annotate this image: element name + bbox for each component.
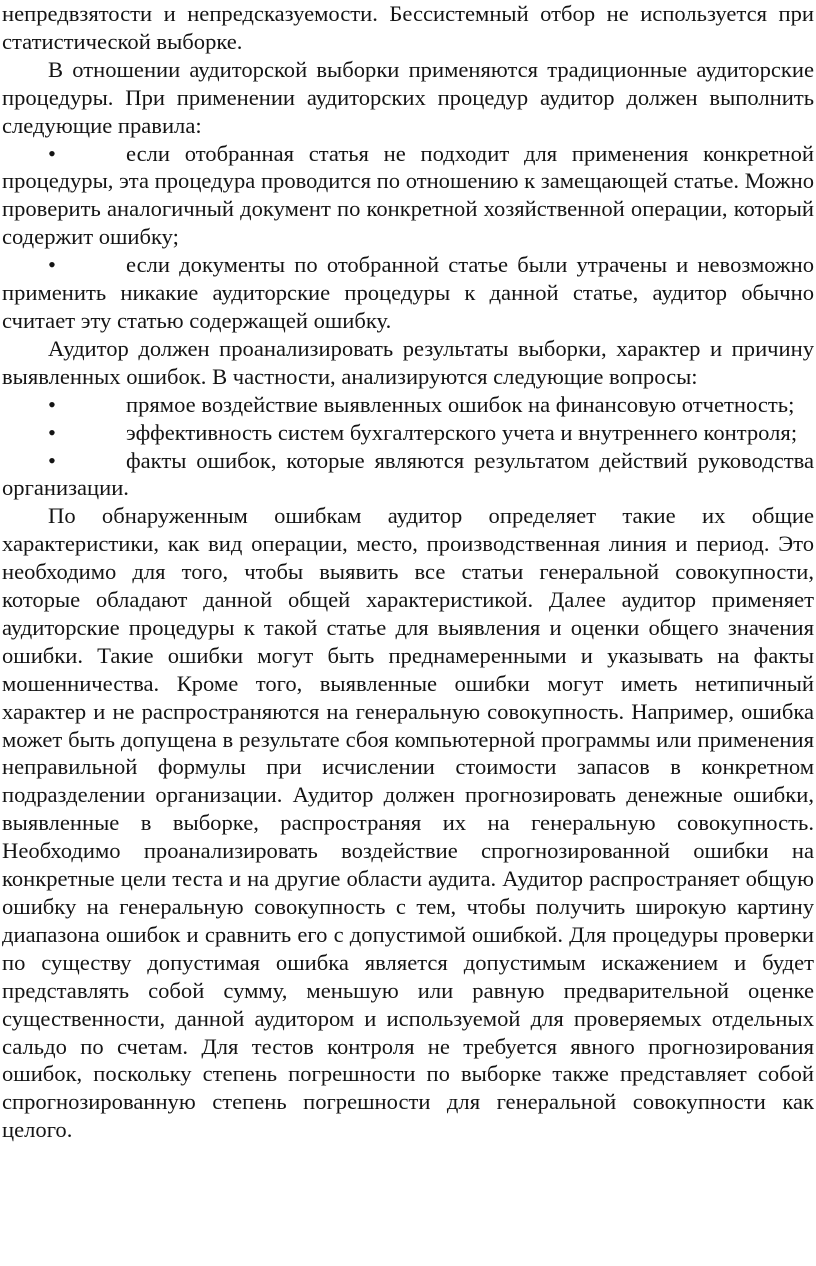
bullet-item [2,419,814,447]
bullet-text: эффективность систем бухгалтерского учета и внутреннего контроля; [126,419,798,445]
bullet-text: прямое воздействие выявленных ошибок на финансовую отчетность; [126,391,795,417]
bullet-marker: • [48,447,56,473]
bullet-text: факты ошибок, которые являются результатом действий руководства организации. [2,447,814,501]
bullet-text: если отобранная статья не подходит для применения конкретной процедуры, эта процедура проводится по отношению к замещающей статье. Можно проверить аналогичный документ по конкретной хозяйственной операции, который содержит ошибку; [2,140,814,250]
bullet-marker: • [48,140,56,166]
bullet-marker: • [48,391,56,417]
bullet-marker: • [48,252,56,278]
bullet-marker: • [48,419,56,445]
bullet-item [2,391,814,419]
bullet-item [2,447,814,503]
paragraph-analysis-intro: Аудитор должен проанализировать результаты выборки, характер и причину выявленных ошибок. В частности, анализируются следующие вопросы: [2,335,814,389]
paragraph-audit-procedures-intro: В отношении аудиторской выборки применяются традиционные аудиторские процедуры. При применении аудиторских процедур аудитор должен выполнить следующие правила: [2,56,814,138]
bullet-item [2,251,814,335]
bullet-text: если документы по отобранной статье были утрачены и невозможно применить никакие аудиторские процедуры к данной статье, аудитор обычно считает эту статью содержащей ошибку. [2,252,814,333]
paragraph-continuation: непредвзятости и непредсказуемости. Бессистемный отбор не используется при статистической выборке. [2,1,814,54]
paragraph-error-characteristics: По обнаруженным ошибкам аудитор определяет такие их общие характеристики, как вид операции, место, производственная линия и период. Это необходимо для того, чтобы выявить все статьи генеральной совокупности, которые обладают данной общей характеристикой. Далее аудитор применяет аудиторские процедуры к такой статье для выявления и оценки общего значения ошибки. Такие ошибки могут быть преднамеренными и указывать на факты мошенничества. Кроме того, выявленные ошибки могут иметь нетипичный характер и не распространяются на генеральную совокупность. Например, ошибка может быть допущена в результате сбоя компьютерной программы или применения неправильной формулы при исчислении стоимости запасов в конкретном подразделении организации. Аудитор должен прогнозировать денежные ошибки, выявленные в выборке, распространяя их на генеральную совокупность. Необходимо проанализировать воздействие спрогнозированной ошибки на конкретные цели теста и на другие области аудита. Аудитор распространяет общую ошибку на генеральную совокупность с тем, чтобы получить широкую картину диапазона ошибок и сравнить его с допустимой ошибкой. Для процедуры проверки по существу допустимая ошибка является допустимым искажением и будет представлять собой сумму, меньшую или равную предварительной оценке существенности, данной аудитором и используемой для проверяемых отдельных сальдо по счетам. Для тестов контроля не требуется явного прогнозирования ошибок, поскольку степень погрешности по выборке также представляет собой спрогнозированную степень погрешности для генеральной совокупности как целого. [2,503,814,1143]
bullet-item [2,140,814,252]
